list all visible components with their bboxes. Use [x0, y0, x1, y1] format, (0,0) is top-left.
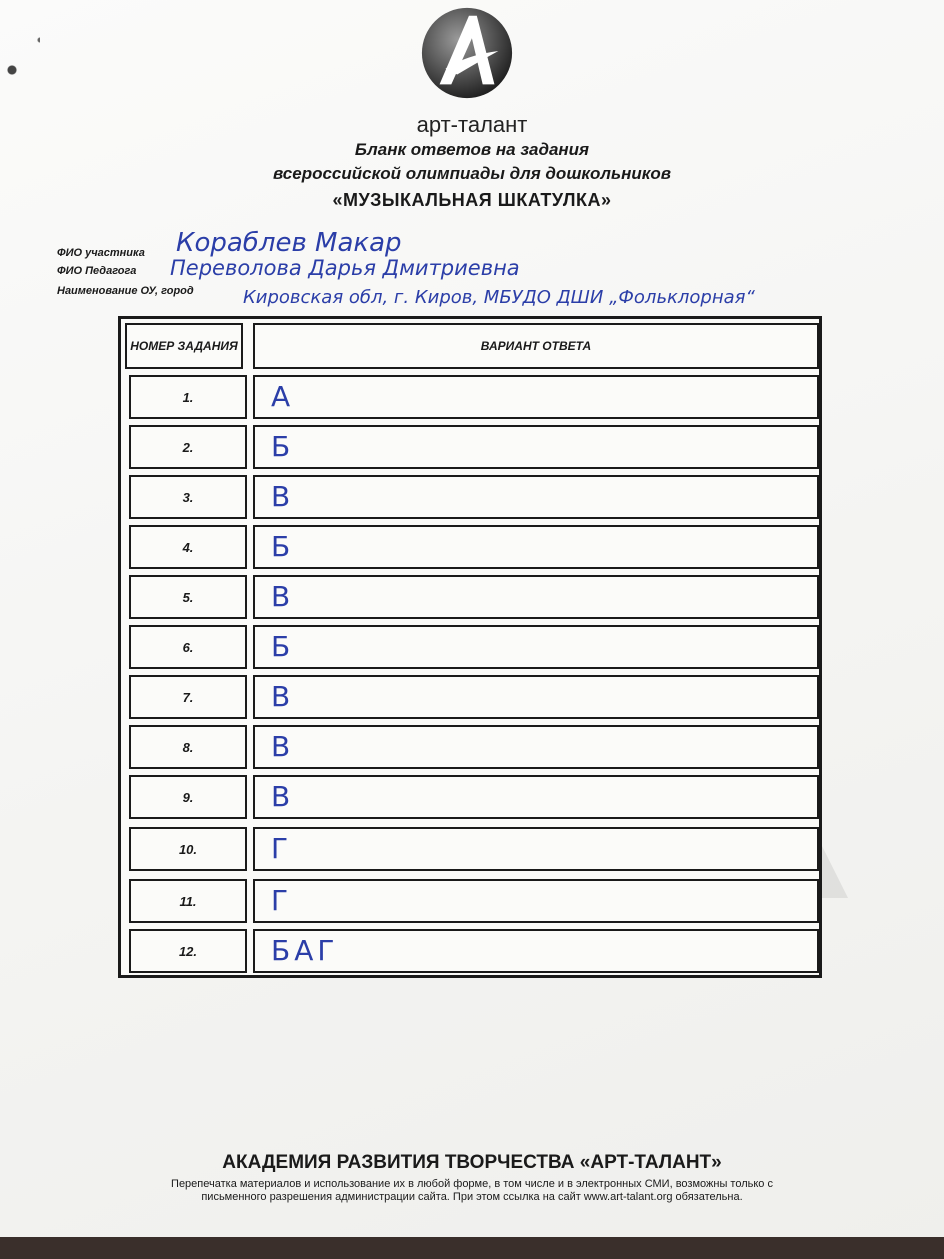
answer-cell — [253, 879, 819, 923]
column-header-number: НОМЕР ЗАДАНИЯ — [125, 323, 243, 369]
task-number: 10. — [129, 827, 247, 871]
task-number: 2. — [129, 425, 247, 469]
sheet-title: Бланк ответов на задания — [354, 140, 590, 159]
task-number: 7. — [129, 675, 247, 719]
answer-text: В — [271, 680, 295, 713]
teacher-label: ФИО Педагога — [57, 265, 137, 277]
table-row — [125, 475, 819, 519]
answer-text: В — [271, 780, 295, 813]
task-number: 12. — [129, 929, 247, 973]
scan-edge — [0, 1237, 944, 1259]
table-row — [125, 575, 819, 619]
answer-text: Б — [271, 630, 295, 663]
participant-name: Кораблев Макар — [176, 228, 402, 258]
participant-label: ФИО участника — [57, 247, 145, 259]
answer-cell — [253, 575, 819, 619]
answer-text: В — [271, 580, 295, 613]
task-number: 4. — [129, 525, 247, 569]
answers-table — [118, 316, 822, 978]
table-row — [125, 827, 819, 871]
answer-cell — [253, 525, 819, 569]
brand-name: арт-талант — [416, 112, 528, 137]
task-number: 3. — [129, 475, 247, 519]
answer-text: Г — [271, 832, 293, 865]
answer-cell — [253, 625, 819, 669]
answer-cell — [253, 725, 819, 769]
table-row — [125, 879, 819, 923]
answer-text: Г — [271, 884, 293, 917]
task-number: 6. — [129, 625, 247, 669]
table-row — [125, 525, 819, 569]
task-number: 8. — [129, 725, 247, 769]
answer-cell — [253, 425, 819, 469]
table-row — [125, 375, 819, 419]
answer-cell — [253, 827, 819, 871]
table-row — [125, 675, 819, 719]
table-row — [125, 425, 819, 469]
answer-text: В — [271, 480, 295, 513]
teacher-name: Переволова Дарья Дмитриевна — [170, 256, 520, 280]
answer-cell — [253, 929, 819, 973]
task-number: 5. — [129, 575, 247, 619]
school-label: Наименование ОУ, город — [57, 285, 194, 297]
answer-text: Б — [271, 530, 295, 563]
table-row — [125, 929, 819, 973]
school-name: Кировская обл, г. Киров, МБУДО ДШИ „Фольклорная“ — [243, 287, 755, 308]
answer-cell — [253, 475, 819, 519]
sheet-subtitle: всероссийской олимпиады для дошкольников — [272, 164, 672, 183]
scan-smudge — [0, 0, 40, 90]
answer-text: А — [271, 380, 295, 413]
task-number: 9. — [129, 775, 247, 819]
table-row — [125, 775, 819, 819]
answer-text: В — [271, 730, 295, 763]
copyright-note: Перепечатка материалов и использование их в любой форме, в том числе и в электронных СМИ, возможны только с письменного разрешения администрации сайта. При этом ссылка на сайт www.art-talant.org обязательна. — [171, 1178, 773, 1203]
answer-text: Б — [271, 430, 295, 463]
task-number: 1. — [129, 375, 247, 419]
table-row — [125, 625, 819, 669]
art-talant-logo-icon — [418, 4, 516, 102]
footer-title: АКАДЕМИЯ РАЗВИТИЯ ТВОРЧЕСТВА «АРТ-ТАЛАНТ» — [222, 1152, 722, 1173]
answer-cell — [253, 675, 819, 719]
table-row — [125, 725, 819, 769]
answer-text: БАГ — [271, 934, 339, 967]
answer-cell — [253, 775, 819, 819]
olympiad-name: «МУЗЫКАЛЬНАЯ ШКАТУЛКА» — [332, 190, 612, 210]
column-header-answer: ВАРИАНТ ОТВЕТА — [253, 323, 819, 369]
answer-cell — [253, 375, 819, 419]
task-number: 11. — [129, 879, 247, 923]
